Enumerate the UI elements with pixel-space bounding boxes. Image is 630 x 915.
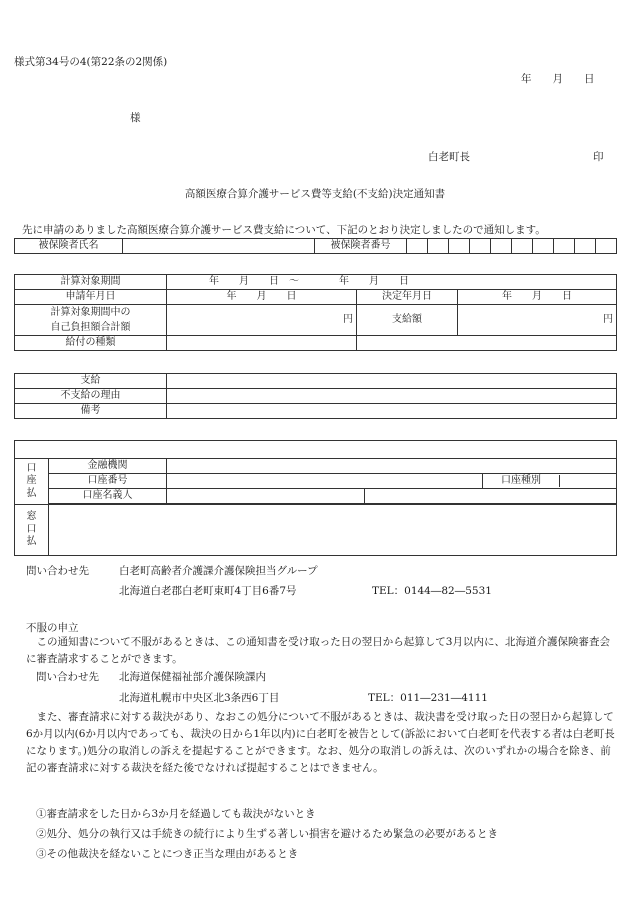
account-type-label: 口座種別	[483, 475, 560, 487]
decision-date-label: 決定年月日	[357, 290, 458, 305]
insured-name-field[interactable]	[123, 239, 315, 254]
institution-label: 金融機関	[49, 459, 167, 474]
account-payment-label-text: 口座払	[26, 462, 37, 499]
copay-total-label-line2: 自己負担額合計額	[50, 322, 131, 333]
appeal-item-2: ②処分、処分の執行又は手続きの続行により生ずる著しい損害を避けるため緊急の必要があるとき	[36, 828, 498, 840]
account-type-cell	[483, 474, 617, 489]
window-payment-field[interactable]	[49, 505, 617, 556]
issuer-name: 白老町長	[428, 151, 470, 163]
copay-total-yen[interactable]: 円	[167, 305, 357, 336]
appeal-paragraph-1: この通知書について不服があるときは、この通知書を受け取った日の翌日から起算して3月以内に、北海道介護保険審査会に審査請求することができます。	[26, 636, 610, 665]
appeal-contact-tel: TEL：011―231―4111	[368, 692, 488, 704]
benefit-type-field[interactable]	[167, 336, 357, 351]
payment-label: 支給	[15, 374, 167, 389]
addressee-suffix: 様	[130, 112, 141, 124]
appeal-heading: 不服の申立	[26, 622, 79, 634]
copay-total-label-line1: 計算対象期間中の	[50, 307, 131, 318]
account-payment-label	[15, 459, 49, 505]
insured-number-label: 被保険者番号	[315, 239, 407, 254]
remarks-field[interactable]	[167, 404, 617, 419]
decision-date-value[interactable]: 年 月 日	[458, 290, 617, 305]
decision-table	[14, 373, 617, 419]
account-number-field[interactable]	[167, 474, 483, 489]
window-payment-label-text: 窓口払	[26, 511, 37, 548]
appeal-item-3: ③その他裁決を経ないことにつき正当な理由があるとき	[36, 848, 299, 860]
account-holder-field-rest	[365, 489, 617, 504]
insured-number-digit[interactable]	[407, 239, 428, 254]
insured-number-digit[interactable]	[512, 239, 533, 254]
appeal-contact-label: 問い合わせ先	[36, 671, 99, 683]
insured-number-digit[interactable]	[554, 239, 575, 254]
application-date-value[interactable]: 年 月 日	[167, 290, 357, 305]
insured-number-digit[interactable]	[575, 239, 596, 254]
window-payment-label	[15, 505, 49, 556]
payment-field[interactable]	[167, 374, 617, 389]
seal-mark: 印	[593, 151, 604, 163]
contact-tel: TEL：0144―82―5531	[372, 585, 492, 597]
institution-field[interactable]	[167, 459, 617, 474]
insured-number-digit[interactable]	[428, 239, 449, 254]
insured-number-digit[interactable]	[596, 239, 617, 254]
intro-text: 先に申請のありました高額医療合算介護サービス費支給について、下記のとおり決定しましたので通知します。	[22, 224, 546, 236]
copay-total-label	[15, 305, 167, 336]
non-payment-reason-label: 不支給の理由	[15, 389, 167, 404]
appeal-contact-address: 北海道札幌市中央区北3条西6丁目	[119, 692, 280, 704]
account-number-label: 口座番号	[49, 474, 167, 489]
appeal-paragraph-2: また、審査請求に対する裁決があり、なおこの処分について不服があるときは、裁決書を受け取った日の翌日から起算して6か月以内(6か月以内であっても、裁決の日から1年以内)に白老町を被告として(訴訟において白老町を代表する者は白老町長になります。)処分の取消しの訴えを提起することができます。なお、処分の取消しの訴えは、次のいずれかの場合を除き、前記の審査請求に対する裁決を経た後でなければ提起することはできません。	[26, 711, 615, 774]
payment-method-header	[15, 441, 617, 459]
period-value[interactable]: 年 月 日 ～ 年 月 日	[167, 275, 617, 290]
contact-label: 問い合わせ先	[26, 565, 89, 577]
payment-amount-label: 支給額	[357, 305, 458, 336]
date-line: 年 月 日	[521, 73, 595, 85]
contact-office: 白老町高齢者介護課介護保険担当グループ	[119, 565, 318, 577]
document-title: 高額医療合算介護サービス費等支給(不支給)決定通知書	[184, 188, 446, 200]
period-label: 計算対象期間	[15, 275, 167, 290]
insured-number-digit[interactable]	[449, 239, 470, 254]
contact-address: 北海道白老郡白老町東町4丁目6番7号	[119, 585, 297, 597]
appeal-item-1: ①審査請求をした日から3か月を経過しても裁決がないとき	[36, 808, 316, 820]
benefit-type-field-rest[interactable]	[357, 336, 617, 351]
benefit-type-label: 給付の種類	[15, 336, 167, 351]
appeal-contact-office: 北海道保健福祉部介護保険課内	[119, 671, 266, 683]
application-date-label: 申請年月日	[15, 290, 167, 305]
account-holder-label: 口座名義人	[49, 489, 167, 504]
account-holder-field[interactable]	[167, 489, 365, 504]
payment-method-table	[14, 440, 617, 556]
remarks-label: 備考	[15, 404, 167, 419]
insured-number-digit[interactable]	[533, 239, 554, 254]
calculation-table	[14, 274, 617, 351]
insured-table	[14, 238, 617, 254]
insured-number-digit[interactable]	[491, 239, 512, 254]
form-number: 様式第34号の4(第22条の2関係)	[14, 56, 168, 68]
payment-amount-yen[interactable]: 円	[458, 305, 617, 336]
insured-name-label: 被保険者氏名	[15, 239, 123, 254]
insured-number-digit[interactable]	[470, 239, 491, 254]
non-payment-reason-field[interactable]	[167, 389, 617, 404]
